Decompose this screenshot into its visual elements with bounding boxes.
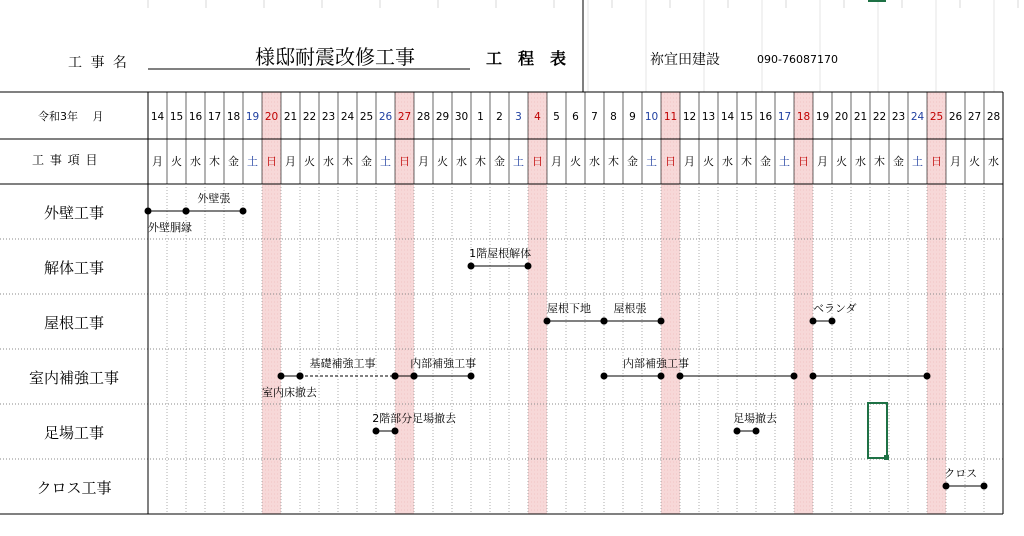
task-start-dot: [373, 428, 380, 435]
task-start-dot: [278, 373, 285, 380]
day-number: 16: [758, 111, 773, 123]
day-number: 11: [663, 111, 678, 123]
task-start-dot: [601, 373, 608, 380]
day-number: 23: [891, 111, 906, 123]
task-end-dot: [240, 208, 247, 215]
day-number: 20: [834, 111, 849, 123]
day-number: 5: [553, 111, 560, 123]
title-block: [68, 0, 886, 92]
task-label: 屋根下地: [547, 302, 591, 315]
day-number: 10: [644, 111, 659, 123]
weekday-label: 金: [361, 155, 372, 168]
task-label: 内部補強工事: [623, 357, 689, 370]
work-item-label: クロス工事: [36, 479, 112, 497]
weekday-label: 金: [760, 155, 771, 168]
work-item-label: 足場工事: [43, 424, 105, 442]
day-number: 14: [720, 111, 735, 123]
task-label: 内部補強工事: [410, 357, 477, 370]
work-item-label: 解体工事: [43, 259, 105, 277]
day-number: 30: [454, 111, 469, 123]
task-start-dot: [183, 208, 190, 215]
weekday-label: 火: [304, 155, 315, 168]
task-start-dot: [810, 373, 817, 380]
weekday-label: 水: [323, 155, 334, 168]
day-number: 13: [701, 111, 716, 123]
day-number: 3: [515, 111, 522, 123]
day-number: 7: [591, 111, 598, 123]
task-label: 1階屋根解体: [469, 247, 532, 260]
weekday-label: 木: [741, 155, 752, 168]
day-number: 18: [226, 111, 241, 123]
task-start-dot: [601, 318, 608, 325]
task-start-dot: [943, 483, 950, 490]
day-number: 1: [477, 111, 484, 123]
weekday-label: 火: [437, 155, 448, 168]
task-end-dot: [981, 483, 988, 490]
day-number: 26: [948, 111, 963, 123]
koji-mei-label: 工 事 名: [68, 55, 129, 71]
weekday-label: 土: [247, 155, 258, 168]
task-label: 外壁胴縁: [148, 221, 192, 234]
task-label: 2階部分足場撤去: [372, 412, 457, 425]
weekday-label: 日: [931, 155, 942, 168]
day-number: 19: [245, 111, 260, 123]
item-header-label: 工 事 項 目: [32, 153, 99, 167]
task-start-dot: [810, 318, 817, 325]
weekday-label: 土: [646, 155, 657, 168]
task-end-dot: [658, 318, 665, 325]
day-number: 19: [815, 111, 830, 123]
task-label: クロス: [944, 467, 978, 480]
task-end-dot: [525, 263, 532, 270]
day-number: 24: [910, 111, 925, 123]
task-label: 屋根張: [613, 302, 647, 315]
weekday-label: 水: [190, 155, 201, 168]
day-number: 28: [986, 111, 1001, 123]
day-number: 22: [302, 111, 317, 123]
day-number: 28: [416, 111, 431, 123]
task-end-dot: [791, 373, 798, 380]
weekday-label: 土: [912, 155, 923, 168]
task-end-dot: [753, 428, 760, 435]
day-number: 15: [169, 111, 184, 123]
task-label: 外壁張: [197, 192, 231, 205]
task-end-dot: [924, 373, 931, 380]
task-label: 足場撤去: [733, 412, 778, 425]
day-number: 29: [435, 111, 450, 123]
weekday-label: 日: [266, 155, 277, 168]
phone-number: 090-76087170: [757, 53, 838, 66]
task-start-dot: [392, 373, 399, 380]
day-number: 21: [283, 111, 298, 123]
weekday-label: 月: [817, 155, 828, 168]
day-number: 8: [610, 111, 617, 123]
task-start-dot: [411, 373, 418, 380]
weekday-label: 月: [684, 155, 695, 168]
weekday-label: 火: [836, 155, 847, 168]
task-label: 基礎補強工事: [309, 357, 376, 370]
weekday-label: 日: [399, 155, 410, 168]
day-number: 15: [739, 111, 754, 123]
work-item-labels: [29, 204, 119, 497]
weekday-label: 水: [456, 155, 467, 168]
day-number: 25: [929, 111, 944, 123]
weekday-label: 月: [285, 155, 296, 168]
work-item-label: 室内補強工事: [28, 369, 120, 387]
weekday-label: 日: [665, 155, 676, 168]
selected-cell-indicator: [868, 0, 886, 2]
day-number: 18: [796, 111, 811, 123]
weekday-label: 月: [551, 155, 562, 168]
day-number: 26: [378, 111, 393, 123]
weekday-label: 土: [779, 155, 790, 168]
day-number: 23: [321, 111, 336, 123]
weekday-label: 金: [494, 155, 505, 168]
day-number: 2: [496, 111, 503, 123]
work-item-label: 外壁工事: [43, 204, 105, 222]
task-start-dot: [297, 373, 304, 380]
company-name: 祢宜田建設: [650, 52, 720, 68]
schedule-label: 工 程 表: [486, 49, 567, 68]
weekday-label: 日: [532, 155, 543, 168]
weekday-label: 水: [589, 155, 600, 168]
task-end-dot: [468, 373, 475, 380]
weekday-label: 金: [228, 155, 239, 168]
day-number: 27: [967, 111, 982, 123]
year-month-label: 令和3年 月: [38, 110, 104, 123]
day-number: 6: [572, 111, 579, 123]
day-number: 24: [340, 111, 355, 123]
day-number: 22: [872, 111, 887, 123]
weekday-label: 水: [855, 155, 866, 168]
weekday-label: 土: [513, 155, 524, 168]
task-start-dot: [734, 428, 741, 435]
weekday-label: 水: [722, 155, 733, 168]
day-number: 9: [629, 111, 636, 123]
weekday-label: 金: [893, 155, 904, 168]
task-end-dot: [829, 318, 836, 325]
task-end-dot: [658, 373, 665, 380]
day-number: 21: [853, 111, 868, 123]
task-start-dot: [544, 318, 551, 325]
weekday-label: 土: [380, 155, 391, 168]
weekday-label: 火: [570, 155, 581, 168]
weekday-label: 金: [627, 155, 638, 168]
day-number: 12: [682, 111, 697, 123]
weekday-label: 木: [342, 155, 353, 168]
weekday-label: 日: [798, 155, 809, 168]
day-number: 20: [264, 111, 279, 123]
day-number: 16: [188, 111, 203, 123]
weekday-label: 木: [475, 155, 486, 168]
day-number: 14: [150, 111, 165, 123]
task-start-dot: [145, 208, 152, 215]
weekday-label: 木: [209, 155, 220, 168]
day-number: 27: [397, 111, 412, 123]
task-start-dot: [468, 263, 475, 270]
selected-cell[interactable]: [868, 403, 887, 458]
weekday-label: 火: [969, 155, 980, 168]
task-label: 室内床撤去: [262, 386, 317, 399]
work-item-label: 屋根工事: [43, 314, 105, 332]
project-title: 様邸耐震改修工事: [255, 45, 415, 69]
weekday-label: 月: [152, 155, 163, 168]
weekday-label: 月: [418, 155, 429, 168]
day-number: 4: [534, 111, 541, 123]
day-number: 17: [207, 111, 222, 123]
task-start-dot: [677, 373, 684, 380]
day-number: 17: [777, 111, 792, 123]
weekday-label: 水: [988, 155, 999, 168]
weekday-label: 火: [171, 155, 182, 168]
weekday-label: 木: [874, 155, 885, 168]
weekday-label: 月: [950, 155, 961, 168]
weekday-label: 火: [703, 155, 714, 168]
day-number: 25: [359, 111, 374, 123]
task-end-dot: [392, 428, 399, 435]
task-label: ベランダ: [813, 302, 857, 315]
weekday-label: 木: [608, 155, 619, 168]
fill-handle[interactable]: [884, 455, 889, 460]
